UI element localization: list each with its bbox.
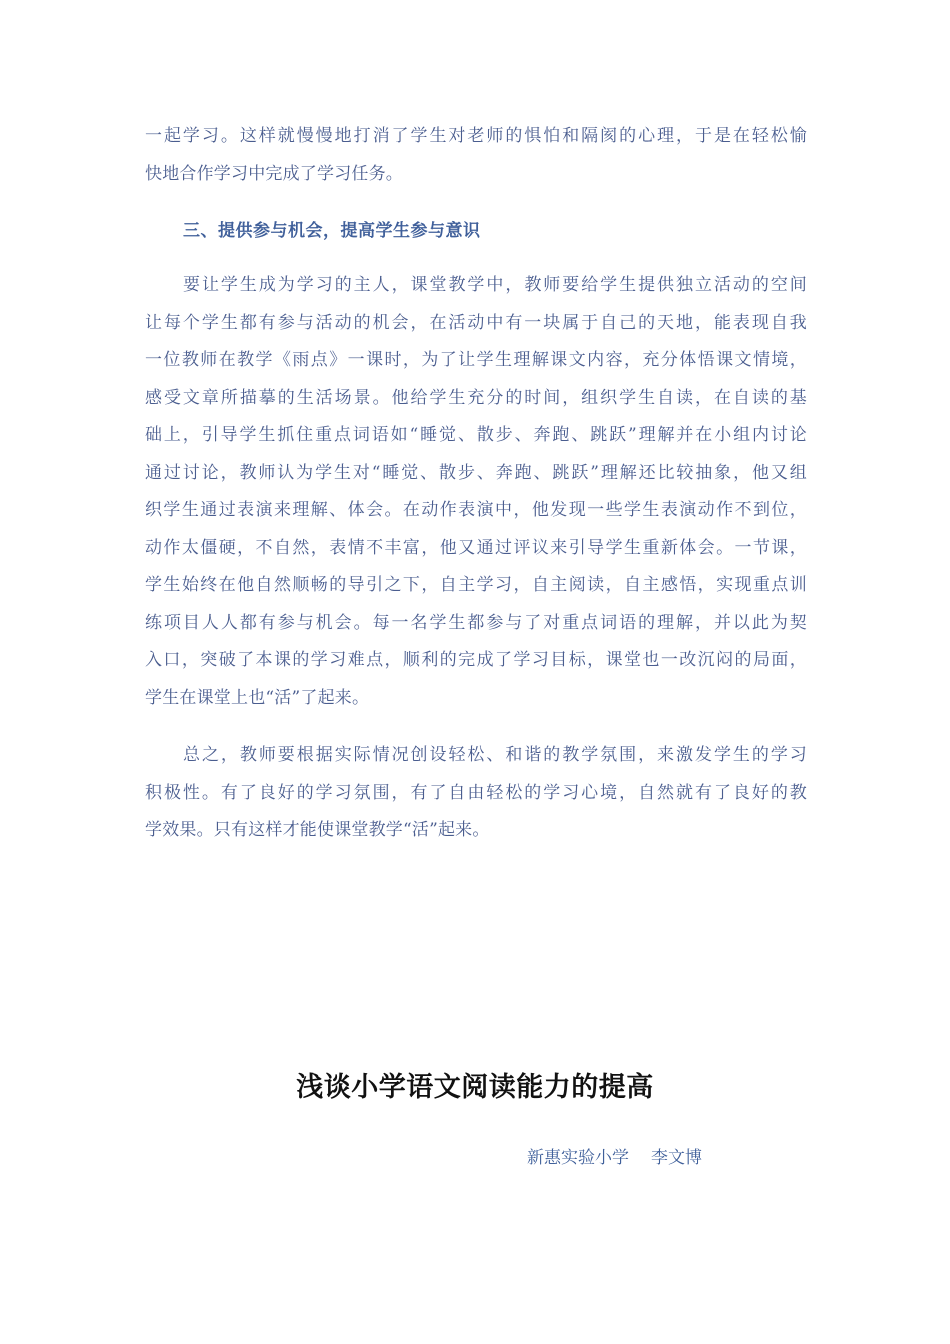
paragraph-line: 一位教师在教学《雨点》一课时，为了让学生理解课文内容，充分体悟课文情境， — [145, 350, 807, 370]
paragraph-1 — [145, 267, 807, 717]
paragraph-line: 入口，突破了本课的学习难点，顺利的完成了学习目标，课堂也一改沉闷的局面， — [145, 650, 807, 670]
paragraph-line: 础上，引导学生抓住重点词语如“睡觉、散步、奔跑、跳跃”理解并在小组内讨论 — [145, 425, 807, 445]
section-heading: 三、提供参与机会，提高学生参与意识 — [183, 221, 481, 241]
paragraph-line: 让每个学生都有参与活动的机会，在活动中有一块属于自己的天地，能表现自我 — [145, 312, 807, 333]
paragraph-line: 学生始终在他自然顺畅的导引之下，自主学习，自主阅读，自主感悟，实现重点训 — [145, 575, 807, 595]
paragraph-line: 要让学生成为学习的主人，课堂教学中，教师要给学生提供独立活动的空间 — [183, 275, 807, 295]
paragraph-line: 动作太僵硬，不自然，表情不丰富，他又通过评议来引导学生重新体会。一节课， — [145, 537, 807, 558]
paragraph-line: 学效果。只有这样才能使课堂教学“活”起来。 — [145, 820, 490, 840]
paragraph-line: 练项目人人都有参与机会。每一名学生都参与了对重点词语的理解，并以此为契 — [145, 612, 807, 633]
school-name: 新惠实验小学 — [527, 1148, 629, 1168]
article-title: 浅谈小学语文阅读能力的提高 — [296, 1072, 654, 1103]
paragraph-line: 积极性。有了良好的学习氛围，有了自由轻松的学习心境，自然就有了良好的教 — [145, 782, 807, 803]
paragraph-line: 快地合作学习中完成了学习任务。 — [145, 163, 403, 184]
author-line — [527, 1143, 702, 1173]
author-name: 李文博 — [651, 1148, 702, 1168]
paragraph-2 — [145, 737, 807, 850]
intro-paragraph — [145, 118, 807, 193]
paragraph-line: 学生在课堂上也“活”了起来。 — [145, 687, 370, 708]
paragraph-line: 通过讨论，教师认为学生对“睡觉、散步、奔跑、跳跃”理解还比较抽象，他又组 — [145, 462, 807, 483]
paragraph-line: 感受文章所描摹的生活场景。他给学生充分的时间，组织学生自读，在自读的基 — [145, 387, 807, 408]
paragraph-line: 一起学习。这样就慢慢地打消了学生对老师的惧怕和隔阂的心理，于是在轻松愉 — [145, 126, 807, 146]
paragraph-line: 总之，教师要根据实际情况创设轻松、和谐的教学氛围，来激发学生的学习 — [183, 745, 807, 765]
paragraph-line: 织学生通过表演来理解、体会。在动作表演中，他发现一些学生表演动作不到位， — [145, 500, 807, 520]
